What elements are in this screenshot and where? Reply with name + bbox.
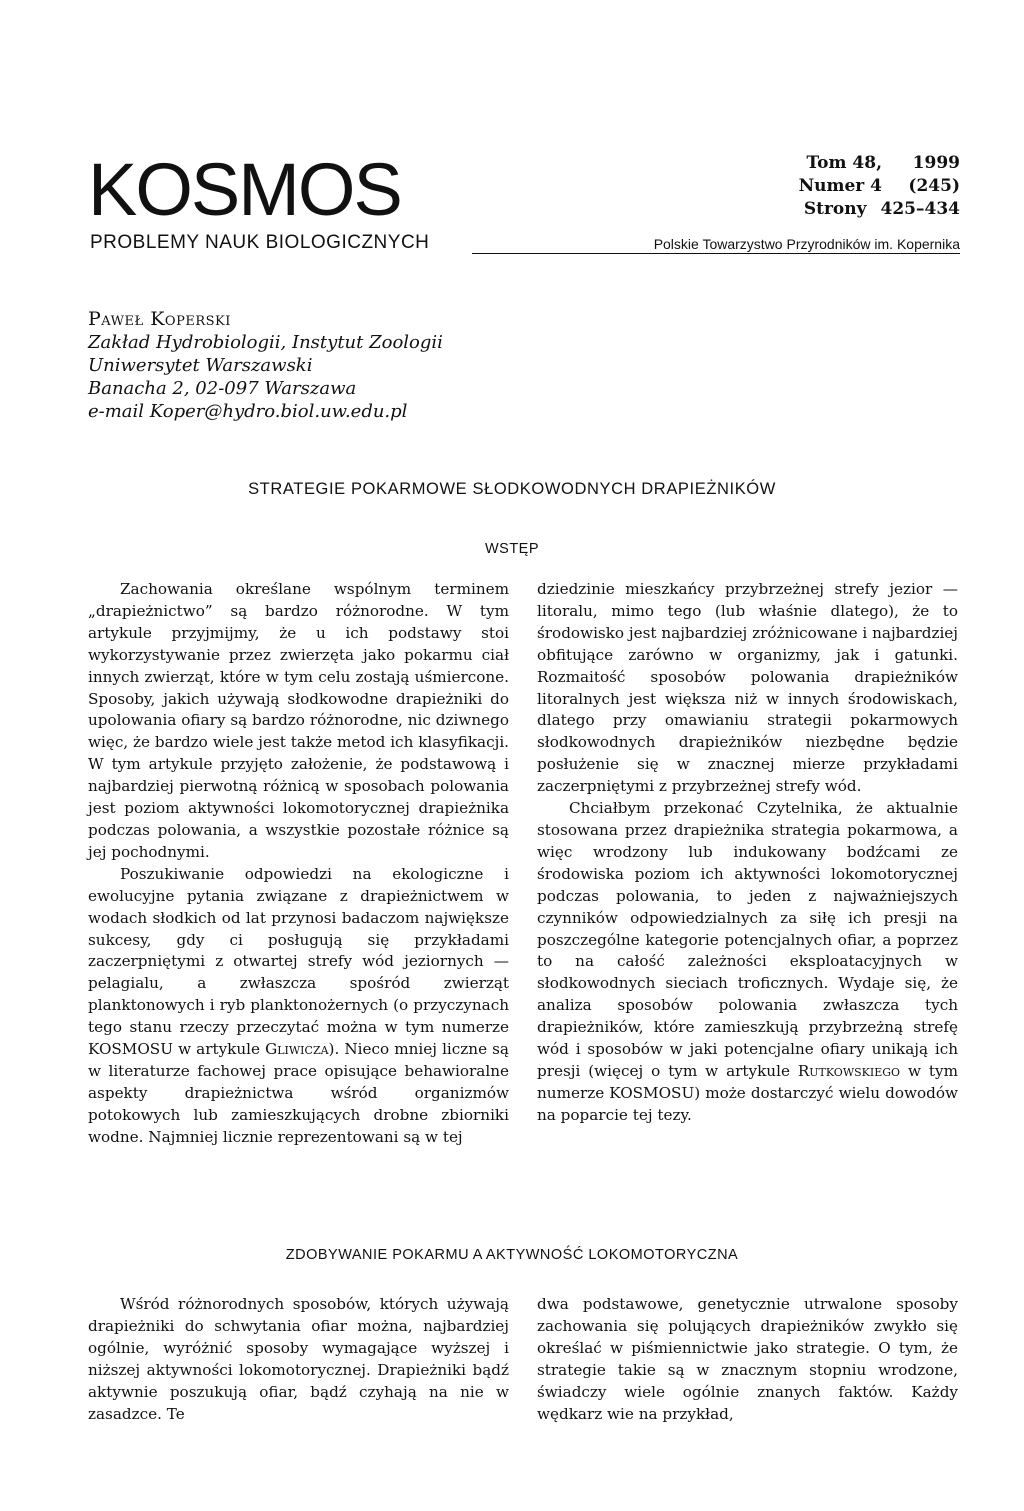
- pages-value: 425–434: [880, 199, 960, 219]
- volume-label: Tom 48,: [806, 153, 882, 173]
- affiliation-line: Uniwersytet Warszawski: [88, 355, 313, 376]
- issue-info: [799, 152, 960, 221]
- article-title: STRATEGIE POKARMOWE SŁODKOWODNYCH DRAPIEŻNIKÓW: [248, 480, 776, 498]
- paragraph: Chciałbym przekonać Czytelnika, że aktualnie stosowana przez drapieżnika strategia pokarmowa, a więc wrodzony lub indukowany bodźcami ze środowiska poziom ich aktywności lokomotorycznej podczas polowania, to jeden z najważniejszych czynników odpowiedzialnych za siłę ich presji na poszczególne kategorie potencjalnych ofiar, a poprzez to na całość zależności eksploatacyjnych w słodkowodnych sieciach troficznych. Wydaje się, że analiza sposobów polowania zwłaszcza tych drapieżników, które zamieszkują przybrzeżną strefę wód i sposobów w jaki potencjalne ofiary unikają ich presji (więcej o tym w artykule Rutkowskiego w tym numerze KOSMOSU) może dostarczyć wielu dowodów na poparcie tej tezy.: [537, 799, 958, 1124]
- author-name: Paweł Koperski: [88, 308, 231, 330]
- publisher: Polskie Towarzystwo Przyrodników im. Kopernika: [653, 236, 960, 252]
- issue-label: Numer 4: [798, 176, 882, 196]
- masthead-rule: [472, 253, 562, 254]
- text-column-left: [88, 579, 509, 1149]
- text-column-right: [537, 579, 958, 1127]
- affiliation-line: Banacha 2, 02-097 Warszawa: [88, 378, 357, 399]
- author-reference: Rutkowskiego: [797, 1061, 901, 1080]
- paragraph: dziedzinie mieszkańcy przybrzeżnej strefy jezior — litoralu, mimo tego (lub właśnie dlatego), że to środowisko jest najbardziej zróżnicowane i najbardziej obfitujące zarówno w organizmy, jak i gatunki. Rozmaitość sposobów polowania drapieżników litoralnych jest większa niż w innych środowiskach, dlatego przy omawianiu strategii pokarmowych słodkowodnych drapieżników niezbędne będzie posłużenie się w znacznej mierze przykładami zaczerpniętymi z przybrzeżnej strefy wód.: [537, 580, 958, 796]
- section-heading: ZDOBYWANIE POKARMU A AKTYWNOŚĆ LOKOMOTORYCZNA: [285, 1247, 739, 1263]
- paragraph: Wśród różnorodnych sposobów, których używają drapieżniki do schwytania ofiar można, najbardziej ogólnie, wyróżnić sposoby wymagające wyższej i niższej aktywności lokomotorycznej. Drapieżniki bądź aktywnie poszukują ofiar, bądź czyhają na nie w zasadzce. Te: [88, 1295, 509, 1423]
- author-block: [88, 308, 443, 423]
- issue-value: (245): [908, 176, 960, 196]
- text-column-right: [537, 1294, 958, 1425]
- author-reference: Gliwicza: [265, 1040, 329, 1059]
- affiliation-line: Zakład Hydrobiologii, Instytut Zoologii: [88, 332, 443, 353]
- masthead-rule: [562, 253, 960, 254]
- paragraph: Poszukiwanie odpowiedzi na ekologiczne i ewolucyjne pytania związane z drapieżnictwem w wodach słodkich od lat przynosi badaczom największe sukcesy, gdy ci posługują się przykładami zaczerpniętymi z otwartej strefy wód jeziornych — pelagialu, a zwłaszcza spośród zwierząt planktonowych i ryb planktonożernych (o przyczynach tego stanu rzeczy przeczytać można w tym numerze KOSMOSU w artykule Gliwicza). Nieco mniej liczne są w literaturze fachowej prace opisujące behawioralne aspekty drapieżnictwa wśród organizmów potokowych lub zamieszkujących drobne zbiorniki wodne. Najmniej licznie reprezentowani są w tej: [88, 864, 509, 1146]
- paragraph: dwa podstawowe, genetycznie utrwalone sposoby zachowania się polujących drapieżników zwykło się określać w piśmiennictwie jako strategie. O tym, że strategie takie są w znacznym stopniu wrodzone, świadczy wiele ogólnie znanych faktów. Każdy wędkarz wie na przykład,: [537, 1295, 958, 1423]
- pages-label: Strony: [803, 199, 867, 219]
- journal-logo: KOSMOS: [88, 148, 401, 231]
- journal-masthead: [88, 150, 960, 260]
- journal-subtitle: PROBLEMY NAUK BIOLOGICZNYCH: [90, 232, 430, 253]
- section-heading: WSTĘP: [484, 541, 540, 557]
- paragraph: Zachowania określane wspólnym terminem „drapieżnictwo” są bardzo różnorodne. W tym artykule przyjmijmy, że u ich podstawy stoi wykorzystywanie przez zwierzęta jako pokarmu ciał innych zwierząt, które w tym celu zostają uśmiercone. Sposoby, jakich używają słodkowodne drapieżniki do upolowania ofiary są bardzo różnorodne, nic dziwnego więc, że bardzo wiele jest także metod ich klasyfikacji. W tym artykule przyjęto założenie, że podstawową i najbardziej pierwotną różnicą w sposobach polowania jest poziom aktywności lokomotorycznej drapieżnika podczas polowania, a wszystkie pozostałe różnice są jej pochodnymi.: [88, 580, 509, 861]
- author-email: e-mail Koper@hydro.biol.uw.edu.pl: [88, 401, 408, 422]
- volume-value: 1999: [912, 153, 960, 173]
- text-column-left: [88, 1294, 509, 1425]
